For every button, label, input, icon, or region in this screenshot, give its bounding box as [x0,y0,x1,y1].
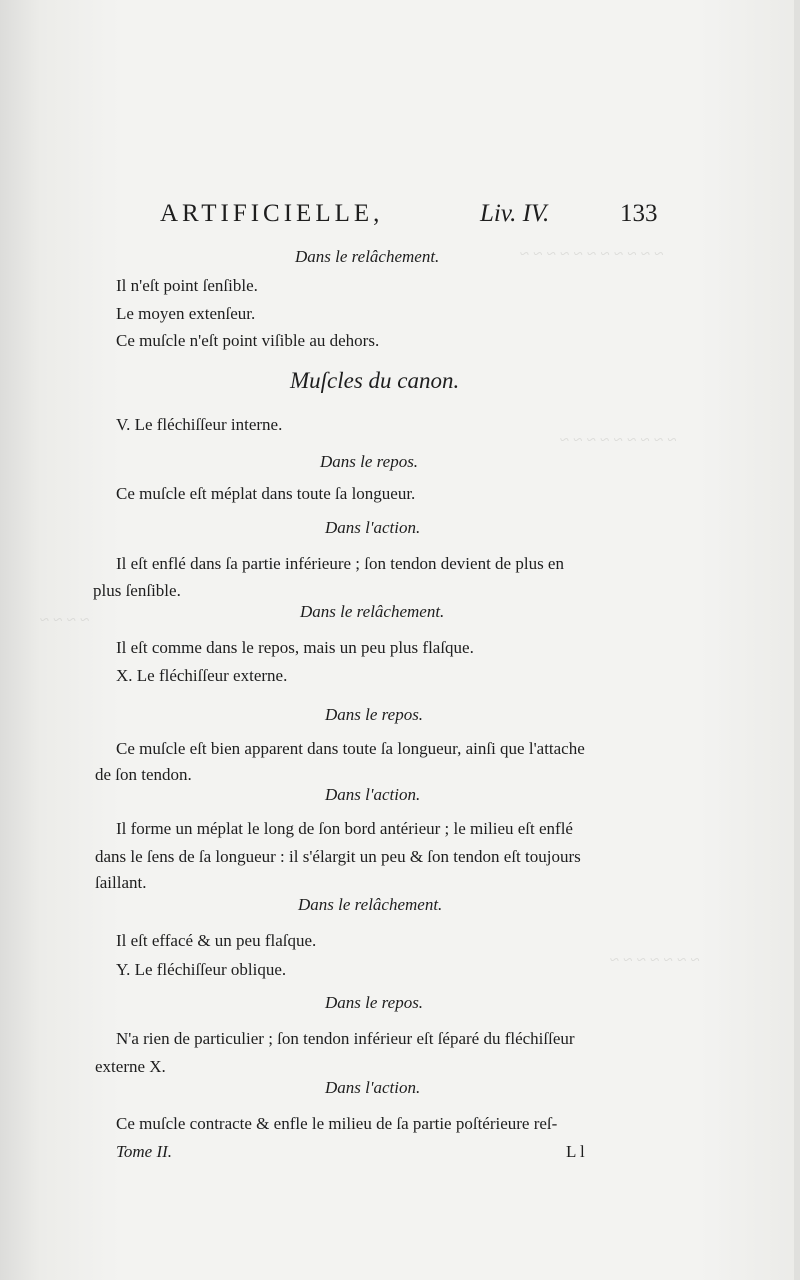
subheading: Dans l'action. [325,1078,421,1097]
signature-mark: L l [566,1142,585,1161]
text-line: de ſon tendon. [95,765,192,784]
text-line: Le moyen extenſeur. [116,304,256,323]
header-title: ARTIFICIELLE, [160,200,384,227]
text-line: Ce muſcle eſt méplat dans toute ſa longueur. [116,484,416,503]
text-line: Ce muſcle n'eſt point viſible au dehors. [116,331,380,350]
text-line: Il eſt effacé & un peu flaſque. [116,931,317,950]
text-line: V. Le fléchiſſeur interne. [116,415,283,434]
text-line: Ce muſcle eſt bien apparent dans toute ſa longueur, ainſi que l'attache [116,739,585,758]
text-line: dans le ſens de ſa longueur : il s'élargit un peu & ſon tendon eſt toujours [95,847,581,866]
text-line: Il eſt comme dans le repos, mais un peu plus flaſque. [116,638,474,657]
page-edge [794,0,800,1280]
subheading: Dans le relâchement. [295,247,440,266]
text-line: X. Le fléchiſſeur externe. [116,666,288,685]
tome-label: Tome II. [116,1142,173,1161]
text-line: plus ſenſible. [93,581,181,600]
text-line: Y. Le fléchiſſeur oblique. [116,960,287,979]
page-footer [116,1142,676,1168]
text-line: Ce muſcle contracte & enfle le milieu de ſa partie poſtérieure reſ- [116,1114,558,1133]
section-heading: Muſcles du canon. [290,368,460,393]
subheading: Dans le repos. [325,705,424,724]
show-through-mark: ~ ~ ~ ~ ~ ~ ~ ~ ~ ~ ~ [520,244,664,263]
text-line: externe X. [95,1057,166,1076]
page-number: 133 [620,200,658,227]
text-line: Il forme un méplat le long de ſon bord antérieur ; le milieu eſt enflé [116,819,573,838]
text-line: Il n'eſt point ſenſible. [116,276,258,295]
text-line: Il eſt enflé dans ſa partie inférieure ; ſon tendon devient de plus en [116,554,564,573]
subheading: Dans l'action. [325,518,421,537]
text-line: ſaillant. [95,873,147,892]
subheading: Dans le repos. [325,993,424,1012]
show-through-mark: ~ ~ ~ ~ ~ ~ ~ ~ ~ [560,430,677,449]
subheading: Dans le relâchement. [298,895,443,914]
show-through-mark: ~ ~ ~ ~ ~ ~ ~ [610,950,700,969]
running-header [160,200,660,240]
subheading: Dans le relâchement. [300,602,445,621]
show-through-mark: ~ ~ ~ ~ [40,610,90,629]
text-line: N'a rien de particulier ; ſon tendon inférieur eſt ſéparé du fléchiſſeur [116,1029,575,1048]
subheading: Dans le repos. [320,452,419,471]
header-book: Liv. IV. [480,200,550,227]
subheading: Dans l'action. [325,785,421,804]
